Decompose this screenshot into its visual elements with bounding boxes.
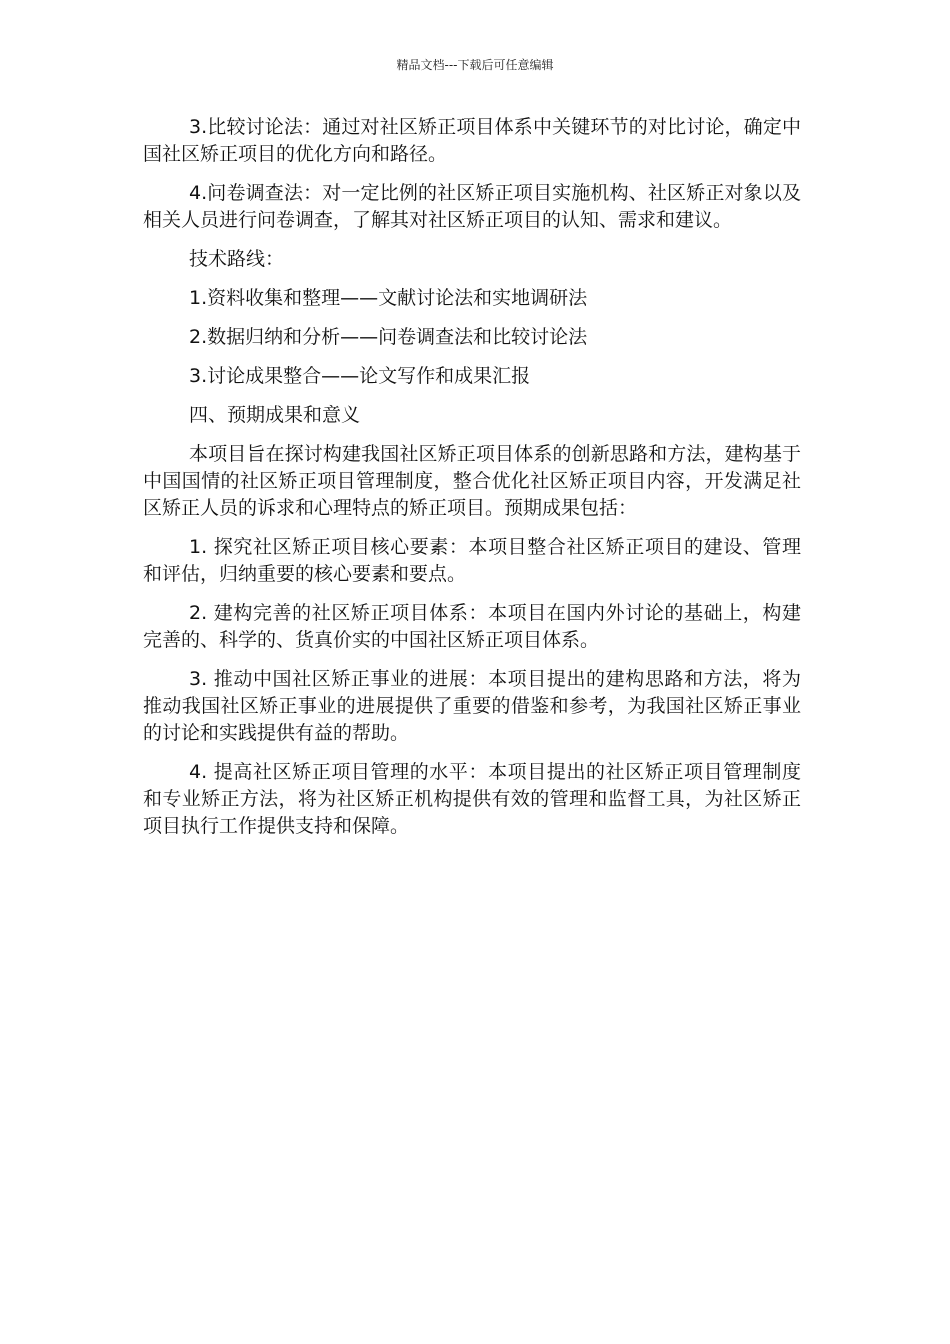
paragraph-project-summary: 本项目旨在探讨构建我国社区矫正项目体系的创新思路和方法，建构基于中国国情的社区矫正项目管理制度，整合优化社区矫正项目内容，开发满足社区矫正人员的诉求和心理特点的矫正项目。预期成果包括： (143, 443, 801, 519)
paragraph-tech-route-step-2: 2.数据归纳和分析——问卷调查法和比较讨论法 (189, 326, 588, 348)
paragraph-result-1: 1. 探究社区矫正项目核心要素：本项目整合社区矫正项目的建设、管理和评估，归纳重要的核心要素和要点。 (143, 536, 801, 585)
paragraph-tech-route-step-3: 3.讨论成果整合——论文写作和成果汇报 (189, 365, 531, 387)
paragraph-method-questionnaire: 4.问卷调查法：对一定比例的社区矫正项目实施机构、社区矫正对象以及相关人员进行问卷调查，了解其对社区矫正项目的认知、需求和建议。 (143, 182, 801, 231)
section-heading-expected-results: 四、预期成果和意义 (189, 404, 361, 426)
page-header: 精品文档---下载后可任意编辑 (396, 58, 554, 72)
paragraph-method-comparison: 3.比较讨论法：通过对社区矫正项目体系中关键环节的对比讨论，确定中国社区矫正项目的优化方向和路径。 (143, 116, 801, 165)
paragraph-result-3: 3. 推动中国社区矫正事业的进展：本项目提出的建构思路和方法，将为推动我国社区矫正事业的进展提供了重要的借鉴和参考，为我国社区矫正事业的讨论和实践提供有益的帮助。 (143, 668, 801, 744)
paragraph-tech-route-step-1: 1.资料收集和整理——文献讨论法和实地调研法 (189, 287, 588, 309)
paragraph-tech-route-heading: 技术路线： (189, 248, 285, 270)
paragraph-result-2: 2. 建构完善的社区矫正项目体系：本项目在国内外讨论的基础上，构建完善的、科学的、货真价实的中国社区矫正项目体系。 (143, 602, 801, 651)
paragraph-result-4: 4. 提高社区矫正项目管理的水平：本项目提出的社区矫正项目管理制度和专业矫正方法，将为社区矫正机构提供有效的管理和监督工具，为社区矫正项目执行工作提供支持和保障。 (143, 761, 801, 837)
document-body (143, 114, 801, 852)
